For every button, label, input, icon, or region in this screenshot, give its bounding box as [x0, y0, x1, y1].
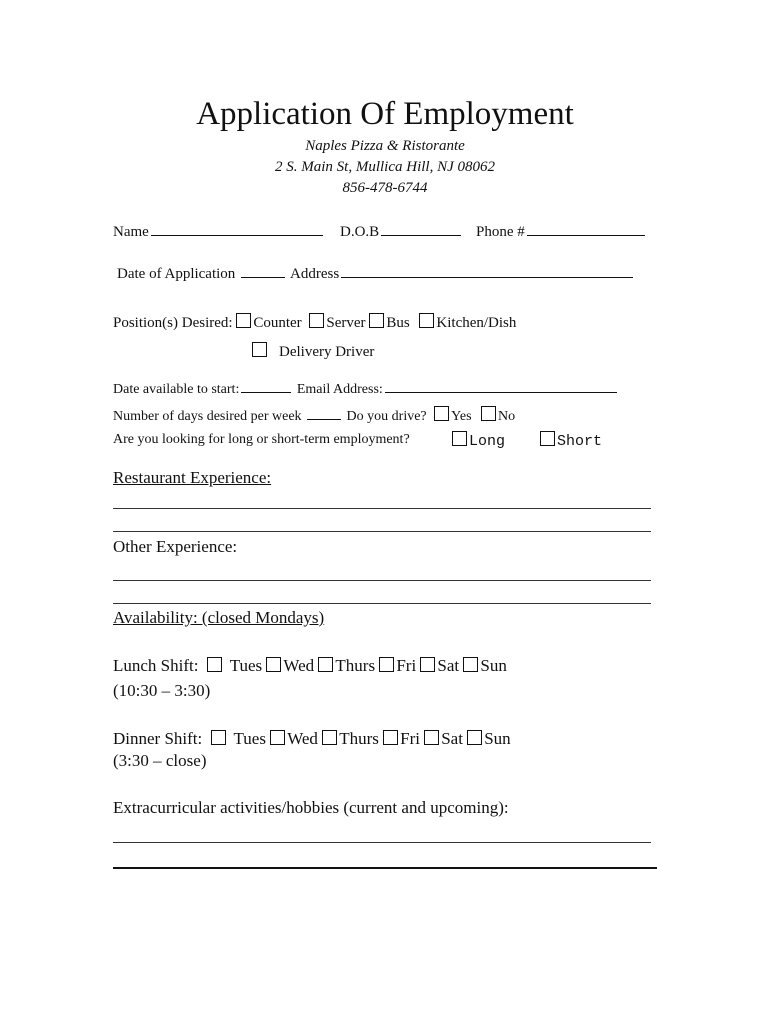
extracurricular-line-1[interactable] [113, 842, 651, 843]
business-phone: 856-478-6744 [342, 180, 428, 196]
lunch-shift-label: Lunch Shift: [113, 656, 199, 675]
lunch-sun-checkbox[interactable] [463, 657, 478, 672]
drive-yes-checkbox[interactable] [434, 406, 449, 421]
lunch-sun-label: Sun [480, 656, 507, 675]
extracurricular-heading: Extracurricular activities/hobbies (current and upcoming): [113, 798, 509, 817]
other-experience-line-2[interactable] [113, 603, 651, 604]
lunch-tues-checkbox[interactable] [207, 657, 222, 672]
lunch-sat-checkbox[interactable] [420, 657, 435, 672]
dinner-sun-label: Sun [484, 729, 511, 748]
phone-row [476, 221, 647, 241]
delivery-driver-checkbox[interactable] [252, 342, 267, 357]
address-label: Address [290, 266, 340, 282]
days-per-week-label: Number of days desired per week [113, 409, 302, 424]
short-checkbox[interactable] [540, 431, 555, 446]
drive-yes-label: Yes [451, 409, 472, 424]
business-name: Naples Pizza & Ristorante [305, 138, 465, 154]
dinner-sat-label: Sat [441, 729, 463, 748]
restaurant-experience-heading: Restaurant Experience: [113, 468, 272, 487]
lunch-shift-row [113, 656, 507, 676]
restaurant-experience-line-2[interactable] [113, 531, 651, 532]
dinner-shift-label: Dinner Shift: [113, 729, 203, 748]
term-question-label: Are you looking for long or short-term employment? [113, 432, 410, 447]
email-field[interactable] [385, 378, 617, 393]
lunch-fri-checkbox[interactable] [379, 657, 394, 672]
bus-checkbox[interactable] [369, 313, 384, 328]
lunch-fri-label: Fri [396, 656, 417, 675]
dob-row [340, 221, 463, 241]
restaurant-experience-line-1[interactable] [113, 508, 651, 509]
dinner-sat-checkbox[interactable] [424, 730, 439, 745]
name-row [113, 221, 325, 241]
term-row [113, 432, 410, 448]
dinner-fri-label: Fri [400, 729, 420, 748]
lunch-wed-label: Wed [283, 656, 315, 675]
application-date-row [117, 263, 635, 283]
other-experience-line-1[interactable] [113, 580, 651, 581]
lunch-thurs-checkbox[interactable] [318, 657, 333, 672]
date-available-field[interactable] [241, 378, 291, 393]
document-title: Application Of Employment [196, 96, 574, 132]
delivery-driver-label: Delivery Driver [279, 344, 375, 360]
lunch-tues-label: Tues [229, 656, 263, 675]
dinner-sun-checkbox[interactable] [467, 730, 482, 745]
short-label: Short [557, 433, 603, 450]
counter-checkbox[interactable] [236, 313, 251, 328]
days-drive-row [113, 405, 515, 425]
date-available-label: Date available to start: [113, 382, 240, 397]
positions-row [113, 313, 516, 332]
bottom-rule [113, 867, 657, 869]
delivery-row [252, 342, 374, 361]
dinner-wed-checkbox[interactable] [270, 730, 285, 745]
dinner-tues-label: Tues [233, 729, 266, 748]
dinner-wed-label: Wed [287, 729, 318, 748]
drive-question-label: Do you drive? [346, 409, 427, 424]
dob-field[interactable] [381, 221, 461, 236]
availability-email-row [113, 378, 619, 398]
lunch-thurs-label: Thurs [335, 656, 376, 675]
long-option [452, 431, 505, 450]
days-per-week-field[interactable] [307, 405, 341, 420]
short-option [540, 431, 602, 450]
bus-label: Bus [386, 315, 410, 331]
lunch-wed-checkbox[interactable] [266, 657, 281, 672]
other-experience-heading: Other Experience: [113, 537, 238, 556]
address-field[interactable] [341, 263, 633, 278]
phone-label: Phone # [476, 224, 525, 240]
phone-field[interactable] [527, 221, 645, 236]
dob-label: D.O.B [340, 224, 380, 240]
availability-heading: Availability: (closed Mondays) [113, 608, 325, 627]
dinner-fri-checkbox[interactable] [383, 730, 398, 745]
long-checkbox[interactable] [452, 431, 467, 446]
server-checkbox[interactable] [309, 313, 324, 328]
lunch-hours: (10:30 – 3:30) [113, 681, 211, 700]
dinner-shift-row [113, 729, 511, 749]
application-date-label: Date of Application [117, 266, 236, 282]
name-field[interactable] [151, 221, 323, 236]
dinner-tues-checkbox[interactable] [211, 730, 226, 745]
positions-label: Position(s) Desired: [113, 315, 233, 331]
dinner-hours: (3:30 – close) [113, 751, 207, 770]
drive-no-checkbox[interactable] [481, 406, 496, 421]
email-label: Email Address: [296, 382, 383, 397]
counter-label: Counter [253, 315, 302, 331]
server-label: Server [326, 315, 366, 331]
dinner-thurs-label: Thurs [339, 729, 379, 748]
lunch-sat-label: Sat [437, 656, 460, 675]
kitchen-checkbox[interactable] [419, 313, 434, 328]
dinner-thurs-checkbox[interactable] [322, 730, 337, 745]
long-label: Long [469, 433, 506, 450]
business-address: 2 S. Main St, Mullica Hill, NJ 08062 [275, 159, 495, 175]
drive-no-label: No [498, 409, 516, 424]
name-label: Name [113, 224, 149, 240]
kitchen-label: Kitchen/Dish [436, 315, 517, 331]
application-date-field[interactable] [241, 263, 285, 278]
